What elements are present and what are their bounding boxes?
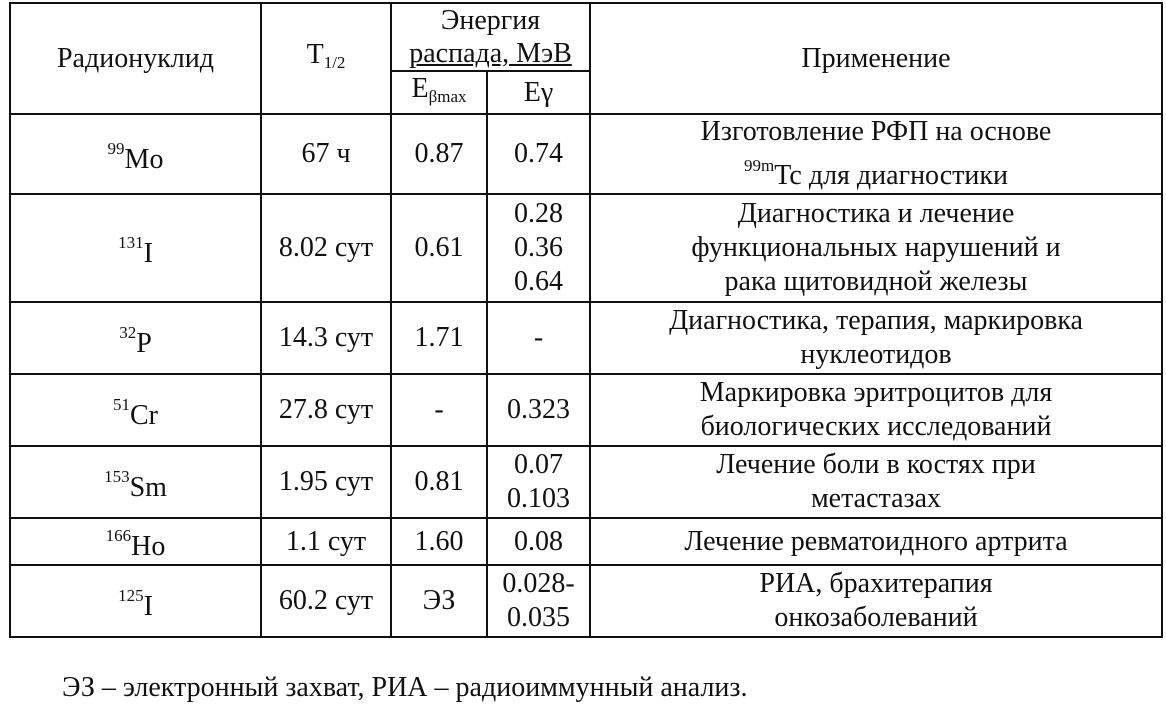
e-gamma-value: 0.035	[507, 602, 570, 633]
cell-half-life	[261, 302, 391, 374]
cell-radionuclide	[10, 194, 261, 302]
e-gamma-value: 0.36	[514, 232, 563, 263]
e-gamma-value: -	[533, 322, 544, 353]
e-gamma-value: 0.28	[514, 198, 563, 229]
header-e-beta	[391, 71, 487, 114]
cell-e-beta	[391, 446, 487, 518]
application-line: Маркировка эритроцитов для	[699, 377, 1053, 408]
header-half-life	[261, 3, 391, 114]
nuclide-symbol: Mo	[124, 143, 164, 175]
table-row	[10, 114, 1162, 194]
cell-e-gamma	[487, 446, 590, 518]
cell-e-gamma	[487, 518, 590, 565]
cell-half-life	[261, 374, 391, 446]
e-beta-value: -	[434, 394, 444, 425]
cell-half-life	[261, 565, 391, 637]
cell-application	[590, 565, 1162, 637]
cell-e-beta	[391, 374, 487, 446]
table-row	[10, 374, 1162, 446]
half-life-value: 1.1 сут	[285, 525, 367, 557]
cell-e-gamma	[487, 114, 590, 194]
application-line: метастазах	[810, 483, 942, 514]
application-isotope-sup: 99m	[744, 156, 775, 175]
nuclide-symbol: P	[136, 327, 152, 359]
e-gamma-value: 0.103	[507, 483, 570, 514]
nuclide-mass-number: 131	[118, 232, 144, 252]
nuclide-mass-number: 51	[113, 394, 130, 414]
header-energy-group	[391, 3, 590, 71]
cell-e-gamma	[487, 374, 590, 446]
table-row	[10, 302, 1162, 374]
cell-e-beta	[391, 565, 487, 637]
header-energy-line: распада, МэВ	[409, 38, 572, 69]
cell-e-beta	[391, 518, 487, 565]
e-beta-value: 1.60	[414, 525, 464, 557]
nuclide-symbol: Cr	[130, 399, 158, 431]
footnote: ЭЗ – электронный захват, РИА – радиоиммунный анализ.	[62, 672, 748, 703]
nuclide-mass-number: 166	[105, 526, 132, 545]
header-e-gamma: Eγ	[487, 71, 590, 114]
cell-application	[590, 518, 1162, 565]
table-body	[10, 114, 1162, 637]
half-life-value: 8.02 сут	[278, 232, 374, 263]
application-line: биологических исследований	[700, 411, 1052, 442]
cell-radionuclide	[10, 518, 261, 565]
e-beta-value: ЭЗ	[422, 585, 456, 616]
header-e-beta-main: E	[411, 73, 429, 104]
nuclide-mass-number: 99	[107, 138, 125, 158]
application-line: Лечение ревматоидного артрита	[684, 525, 1068, 557]
header-half-life-sub: 1/2	[323, 53, 346, 72]
header-e-beta-sub: βmax	[428, 87, 467, 106]
e-beta-value: 0.81	[414, 466, 464, 497]
e-gamma-value: 0.323	[507, 394, 570, 425]
application-line: Диагностика, терапия, маркировка	[669, 305, 1083, 336]
cell-radionuclide	[10, 446, 261, 518]
application-line: онкозаболеваний	[774, 602, 978, 633]
cell-application	[590, 302, 1162, 374]
application-line	[597, 149, 1155, 193]
e-gamma-value: 0.74	[514, 138, 563, 169]
e-gamma-value: 0.64	[514, 266, 563, 297]
radionuclide-table	[9, 2, 1163, 638]
cell-application	[590, 114, 1162, 194]
header-application: Применение	[590, 3, 1162, 114]
nuclide-symbol: I	[143, 590, 153, 622]
application-line: Диагностика и лечение	[737, 198, 1015, 229]
application-text: Tc для диагностики	[774, 160, 1008, 191]
cell-e-beta	[391, 302, 487, 374]
nuclide-symbol: I	[143, 237, 153, 269]
cell-radionuclide	[10, 302, 261, 374]
nuclide-symbol: Ho	[131, 531, 166, 562]
application-line: РИА, брахитерапия	[759, 568, 993, 599]
header-radionuclide: Радионуклид	[10, 3, 261, 114]
cell-radionuclide	[10, 374, 261, 446]
application-line: рака щитовидной железы	[724, 266, 1028, 297]
e-beta-value: 0.87	[414, 138, 464, 169]
application-line: Изготовление РФП на основе	[700, 116, 1052, 147]
e-gamma-value: 0.07	[514, 449, 563, 480]
cell-half-life	[261, 518, 391, 565]
cell-e-gamma	[487, 565, 590, 637]
nuclide-mass-number: 125	[118, 585, 144, 605]
half-life-value: 1.95 сут	[278, 466, 374, 497]
cell-e-gamma	[487, 302, 590, 374]
cell-application	[590, 194, 1162, 302]
cell-application	[590, 374, 1162, 446]
application-line: Лечение боли в костях при	[716, 449, 1036, 480]
cell-half-life	[261, 114, 391, 194]
e-beta-value: 0.61	[414, 232, 464, 263]
cell-e-gamma	[487, 194, 590, 302]
half-life-value: 67 ч	[301, 138, 351, 169]
cell-application	[590, 446, 1162, 518]
table-row	[10, 194, 1162, 302]
cell-radionuclide	[10, 114, 261, 194]
e-beta-value: 1.71	[414, 322, 464, 353]
nuclide-mass-number: 153	[104, 466, 130, 486]
table-row	[10, 446, 1162, 518]
e-gamma-value: 0.028-	[502, 568, 575, 599]
table-row	[10, 565, 1162, 637]
cell-half-life	[261, 194, 391, 302]
application-line: функциональных нарушений и	[691, 232, 1061, 263]
cell-e-beta	[391, 194, 487, 302]
table-row	[10, 518, 1162, 565]
nuclide-symbol: Sm	[129, 471, 167, 503]
header-half-life-main: T	[306, 39, 324, 70]
cell-radionuclide	[10, 565, 261, 637]
half-life-value: 60.2 сут	[278, 585, 374, 616]
header-energy-line: Энергия	[440, 5, 541, 36]
application-line: нуклеотидов	[800, 339, 952, 370]
cell-half-life	[261, 446, 391, 518]
half-life-value: 27.8 сут	[278, 394, 374, 425]
nuclide-mass-number: 32	[119, 322, 137, 342]
half-life-value: 14.3 сут	[278, 322, 374, 353]
cell-e-beta	[391, 114, 487, 194]
e-gamma-value: 0.08	[514, 525, 563, 557]
